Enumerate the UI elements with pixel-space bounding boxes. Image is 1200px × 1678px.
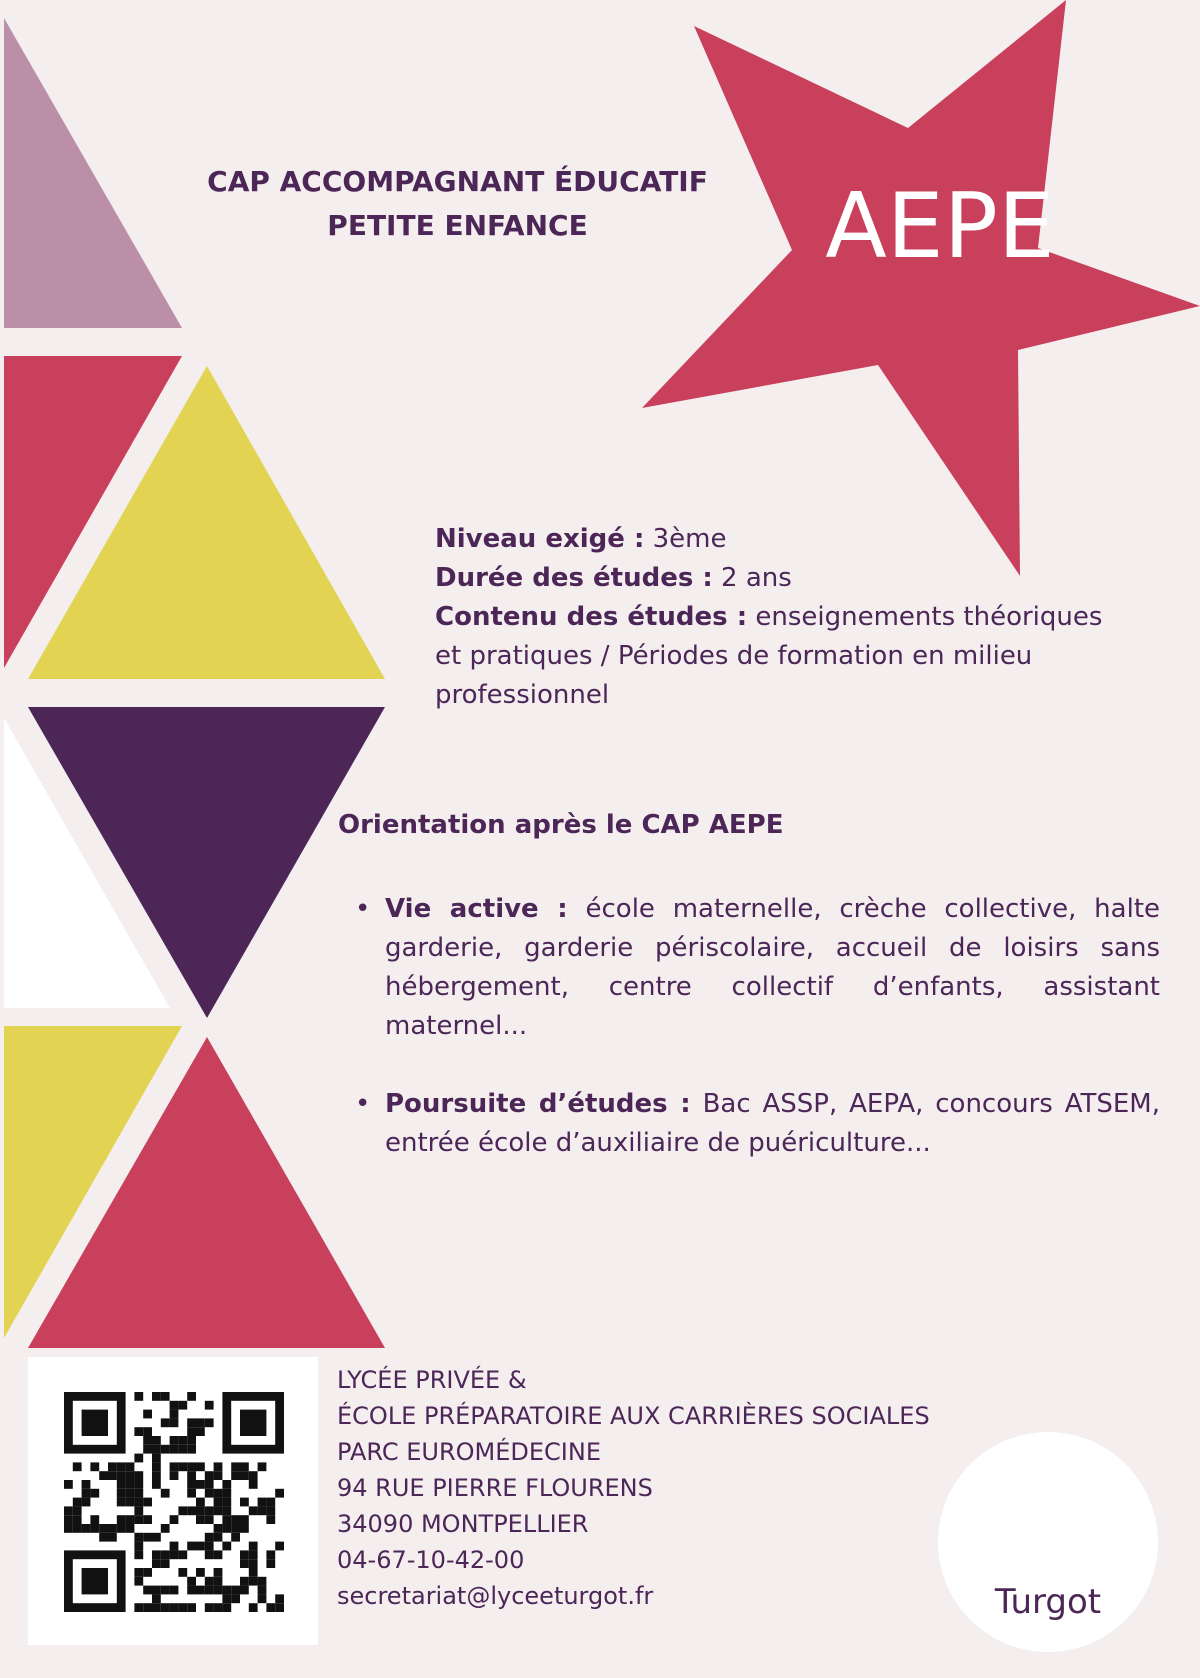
program-info <box>435 520 1135 715</box>
qr-code-icon <box>28 1357 318 1645</box>
list-item <box>355 1085 1160 1163</box>
title-line-1: CAP ACCOMPAGNANT ÉDUCATIF <box>207 165 708 198</box>
star-shape <box>642 0 1200 576</box>
school-name: LYCÉE PRIVÉE & <box>337 1366 527 1394</box>
duree-label: Durée des études : <box>435 563 713 593</box>
niveau-label: Niveau exigé : <box>435 524 645 554</box>
page-title <box>160 160 755 248</box>
turgot-logo <box>938 1432 1158 1652</box>
orientation-list <box>355 890 1160 1202</box>
duree-row <box>435 559 1135 598</box>
phone-number[interactable]: 04-67-10-42-00 <box>337 1546 525 1574</box>
address-park: PARC EUROMÉDECINE <box>337 1438 601 1466</box>
contact-block <box>337 1362 930 1614</box>
school-subtitle: ÉCOLE PRÉPARATOIRE AUX CARRIÈRES SOCIALES <box>337 1402 930 1430</box>
title-line-2: PETITE ENFANCE <box>327 209 588 242</box>
list-item <box>355 890 1160 1046</box>
address-city: 34090 MONTPELLIER <box>337 1510 589 1538</box>
contenu-value: enseignements théoriques et pratiques / Périodes de formation en milieu professionnel <box>435 602 1103 710</box>
niveau-value: 3ème <box>644 524 727 554</box>
bullet-icon: • <box>355 1089 371 1119</box>
bullet-text: école maternelle, crèche collective, halte garderie, garderie périscolaire, accueil de loisirs sans hébergement, centre collectif d’enfants, assistant maternel... <box>385 894 1161 1041</box>
contenu-row <box>435 598 1135 715</box>
logo-text: Turgot <box>994 1582 1102 1622</box>
bullet-label: Poursuite d’études : <box>385 1089 691 1119</box>
address-street: 94 RUE PIERRE FLOURENS <box>337 1474 653 1502</box>
niveau-row <box>435 520 1135 559</box>
email-link[interactable]: secretariat@lyceeturgot.fr <box>337 1582 654 1610</box>
bullet-label: Vie active : <box>385 894 568 924</box>
mauve-triangle <box>4 18 182 328</box>
orientation-title: Orientation après le CAP AEPE <box>338 810 784 840</box>
duree-value: 2 ans <box>712 563 792 593</box>
qr-code[interactable] <box>28 1357 318 1645</box>
contenu-label: Contenu des études : <box>435 602 748 632</box>
bullet-text: Bac ASSP, AEPA, concours ATSEM, entrée école d’auxiliaire de puériculture... <box>385 1089 1160 1158</box>
star-badge-text: AEPE <box>825 174 1055 279</box>
bullet-icon: • <box>355 894 371 924</box>
